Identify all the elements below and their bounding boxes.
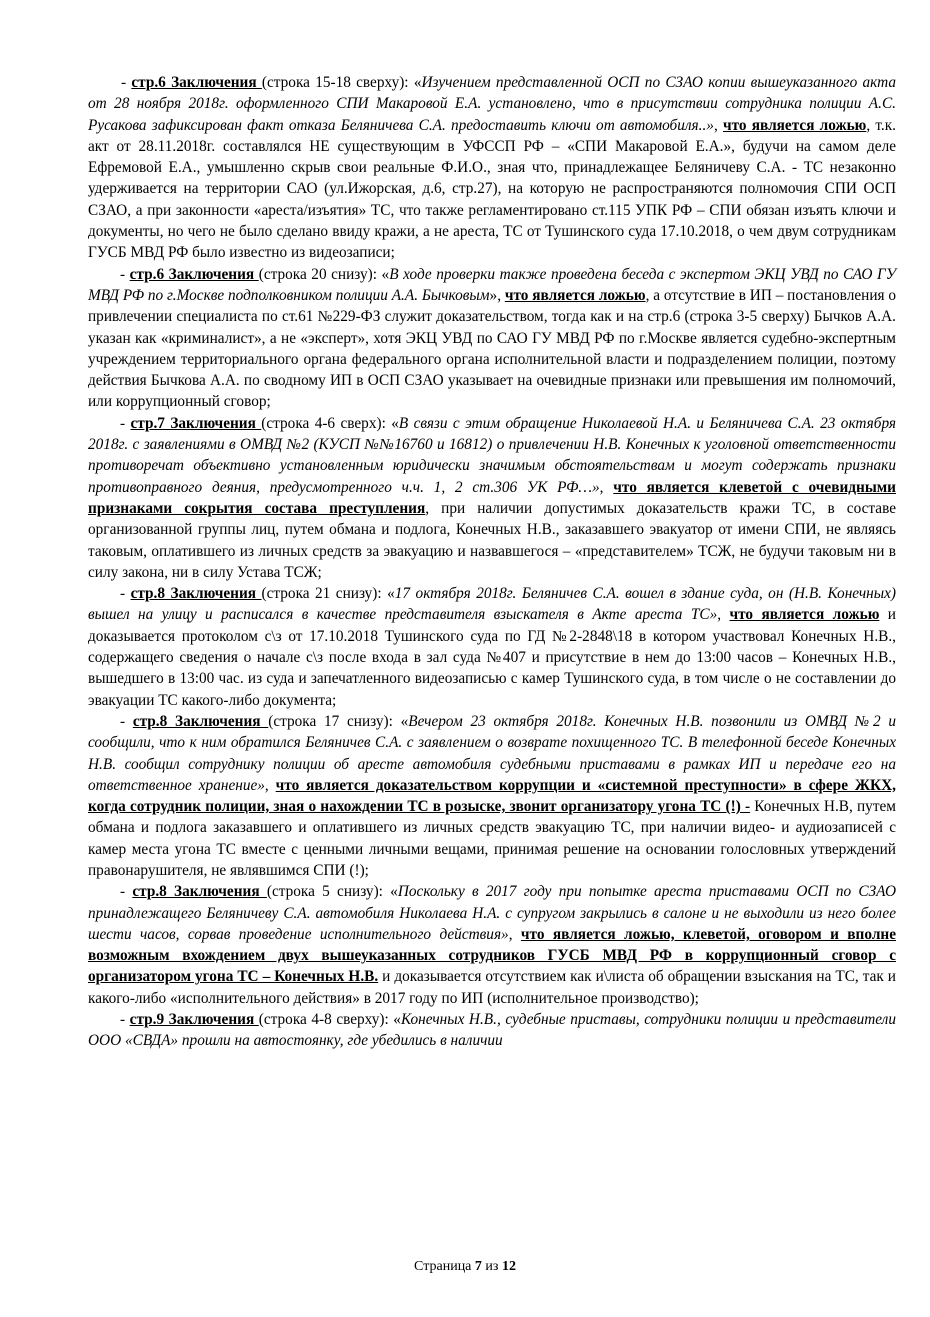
connector-text: , xyxy=(264,776,276,794)
body-text: Конечных Н.В, путем обмана и подлога заказавшего и оплатившего из личных средств эвакуацию ТС, при наличии видео- и аудиозаписей с камер места угона ТС вместе с ценными личными вещами, принимая решение на основании голословных утверждений правонарушителя, не являвшимся СПИ (!); xyxy=(88,798,896,879)
paragraph xyxy=(88,711,896,881)
body-text: , а отсутствие в ИП – постановления о привлечении специалиста по ст.61 №229-ФЗ служит доказательством, тогда как и на стр.6 (строка 3-5 сверху) Бычков А.А. указан как «криминалист», а не «эксперт», хотя ЭКЦ УВД по САО ГУ МВД РФ по г.Москве является судебно-экспертным учреждением территориального органа федерального органа исполнительной власти и подразделением полиции, поэтому действия Бычкова А.А. по сводному ИП в ОСП СЗАО указывает на очевидные признаки или превышения им полномочий, или коррупционный сговор; xyxy=(88,286,897,411)
list-dash: - xyxy=(121,74,132,91)
line-reference: (строка 20 снизу): « xyxy=(258,265,390,283)
list-dash: - xyxy=(120,414,131,432)
connector-text: , xyxy=(508,925,521,943)
paragraph xyxy=(88,413,896,583)
quoted-text: Вечером 23 октября 2018г. Конечных Н.В. позвонили из ОМВД №2 и сообщили, что к ним обратился Беляничев С.А. с заявлением о возврате похищенного ТС. В телефонной беседе Конечных Н.В. сообщил сотруднику полиции об аресте автомобиля судебными приставами в рамках ИП и передаче его на ответственное хранение» xyxy=(88,712,896,794)
line-reference: (строка 4-6 сверх): « xyxy=(261,414,399,432)
emphasis-text: что является ложью xyxy=(722,116,867,134)
list-dash: - xyxy=(120,585,131,603)
page-separator: из xyxy=(481,1259,502,1274)
paragraph xyxy=(88,1009,896,1052)
page-reference: стр.6 Заключения xyxy=(131,74,262,91)
document-body xyxy=(88,72,896,1052)
list-dash: - xyxy=(120,1011,130,1029)
emphasis-text: что является ложью xyxy=(729,606,880,624)
quoted-text: Конечных Н.В., судебные приставы, сотрудники полиции и представители ООО «СВДА» прошли на автостоянку, где убедились в наличии xyxy=(88,1011,896,1050)
line-reference: (строка 17 снизу): « xyxy=(268,712,409,730)
list-dash: - xyxy=(120,265,130,283)
line-reference: (строка 15-18 сверху): « xyxy=(261,74,422,91)
page-number: 7 xyxy=(474,1259,482,1274)
connector-text: », xyxy=(489,286,505,304)
page-reference: стр.9 Заключения xyxy=(129,1011,259,1029)
body-text: и доказывается протоколом с\з от 17.10.2018 Тушинского суда по ГД №2-2848\18 в котором участвовал Конечных Н.В., содержащего сведения о начале с\з после входа в зал суда №407 и присутствие в нем до 13:00 часов – Конечных Н.В., вышедшего в 13:00 час. из суда и запечатленного видеозаписью с камер Тушинского суда, в том числе о не составлении до эвакуации ТС какого-либо документа; xyxy=(88,606,896,709)
page-reference: стр.7 Заключения xyxy=(130,414,262,432)
body-text: , т.к. акт от 28.11.2018г. составлялся НЕ существующим в УФССП РФ – «СПИ Макаровой Е.А.», будучи на самом деле Ефремовой Е.А., умышленно скрыв свои реальные Ф.И.О., зная что, принадлежащее Беляничеву С.А. - ТС незаконно удерживается на территории САО (ул.Ижорская, д.6, стр.27), на которую не распространяются полномочия СПИ ОСП СЗАО, а при законности «ареста/изъятия» ТС, что также регламентировано ст.115 УПК РФ – СПИ обязан изъять ключи и документы, но чего не было сделано ввиду кражи, а не ареста, ТС от Тушинского суда 17.10.2018, о чем двум сотрудникам ГУСБ МВД РФ было известно из видеозаписи; xyxy=(88,116,896,262)
page-footer xyxy=(0,1259,930,1275)
list-dash: - xyxy=(120,883,133,901)
quoted-text: Изучением представленной ОСП по СЗАО копии вышеуказанного акта от 28 ноября 2018г. оформленного СПИ Макаровой Е.А. установлено, что в присутствии сотрудника полиции А.С. Русакова зафиксирован факт отказа Беляничева С.А. предоставить ключи от автомобиля..» xyxy=(88,74,896,134)
page-reference: стр.8 Заключения xyxy=(132,712,269,730)
emphasis-text: что является доказательством коррупции и «системной преступности» в сфере ЖКХ, когда сотрудник полиции, зная о нахождении ТС в розыске, звонит организатору угона ТС (!) - xyxy=(88,776,896,816)
quoted-text: В связи с этим обращение Николаевой Н.А. и Беляничева С.А. 23 октября 2018г. с заявлениями в ОМВД №2 (КУСП №№16760 и 16812) о привлечении Н.В. Конечных к уголовной ответственности противоречат объективно установленным юридически значимым обстоятельствам и могут содержать признаки противоправного деяния, предусмотренного ч.ч. 1, 2 ст.306 УК РФ…» xyxy=(88,414,896,496)
page-reference: стр.8 Заключения xyxy=(130,585,262,603)
quoted-text: В ходе проверки также проведена беседа с экспертом ЭКЦ УВД по САО ГУ МВД РФ по г.Москве подполковником полиции А.А. Бычковым xyxy=(88,265,897,304)
connector-text: , xyxy=(717,606,730,624)
line-reference: (строка 5 снизу): « xyxy=(266,883,398,901)
line-reference: (строка 21 снизу): « xyxy=(261,585,395,603)
emphasis-text: что является ложью xyxy=(504,286,646,304)
paragraph xyxy=(88,881,896,1009)
page-reference: стр.6 Заключения xyxy=(129,265,259,283)
page-reference: стр.8 Заключения xyxy=(132,883,267,901)
paragraph xyxy=(88,583,896,711)
quoted-text: 17 октября 2018г. Беляничев С.А. вошел в здание суда, он (Н.В. Конечных) вышел на улицу и расписался в качестве представителя взыскателя в Акте ареста ТС» xyxy=(88,585,896,624)
page-prefix: Страница xyxy=(414,1259,475,1274)
connector-text: , xyxy=(713,116,723,134)
list-dash: - xyxy=(120,712,133,730)
paragraph xyxy=(88,72,896,264)
line-reference: (строка 4-8 сверху): « xyxy=(258,1011,401,1029)
emphasis-text: что является ложью, клеветой, оговором и вполне возможным вхождением двух вышеуказанных сотрудников ГУСБ МВД РФ в коррупционный сговор с организатором угона ТС – Конечных Н.В. xyxy=(88,925,897,986)
quoted-text: Поскольку в 2017 году при попытке ареста приставами ОСП по СЗАО принадлежащего Беляничеву С.А. автомобиля Николаева Н.А. с супругом закрылись в салоне и не выходили из него более шести часов, сорвав проведение исполнительного действия» xyxy=(88,883,896,943)
connector-text: , xyxy=(599,478,614,496)
paragraph xyxy=(88,264,896,413)
emphasis-text: что является клеветой с очевидными признаками сокрытия состава преступления xyxy=(88,478,896,517)
body-text: , при наличии допустимых доказательств кражи ТС, в составе организованной группы лиц, путем обмана и подлога, Конечных Н.В., заказавшего эвакуатор от имени СПИ, не являясь таковым, оплатившего из личных средств за эвакуацию и назвавшегося – «представителем» ТСЖ, не будучи таковым ни в силу закона, ни в силу Устава ТСЖ; xyxy=(88,499,896,581)
page-total: 12 xyxy=(501,1259,516,1274)
body-text: и доказывается отсутствием как и\листа об обращении взыскания на ТС, так и какого-либо «исполнительного действия» в 2017 году по ИП (исполнительное производство); xyxy=(88,968,896,1007)
